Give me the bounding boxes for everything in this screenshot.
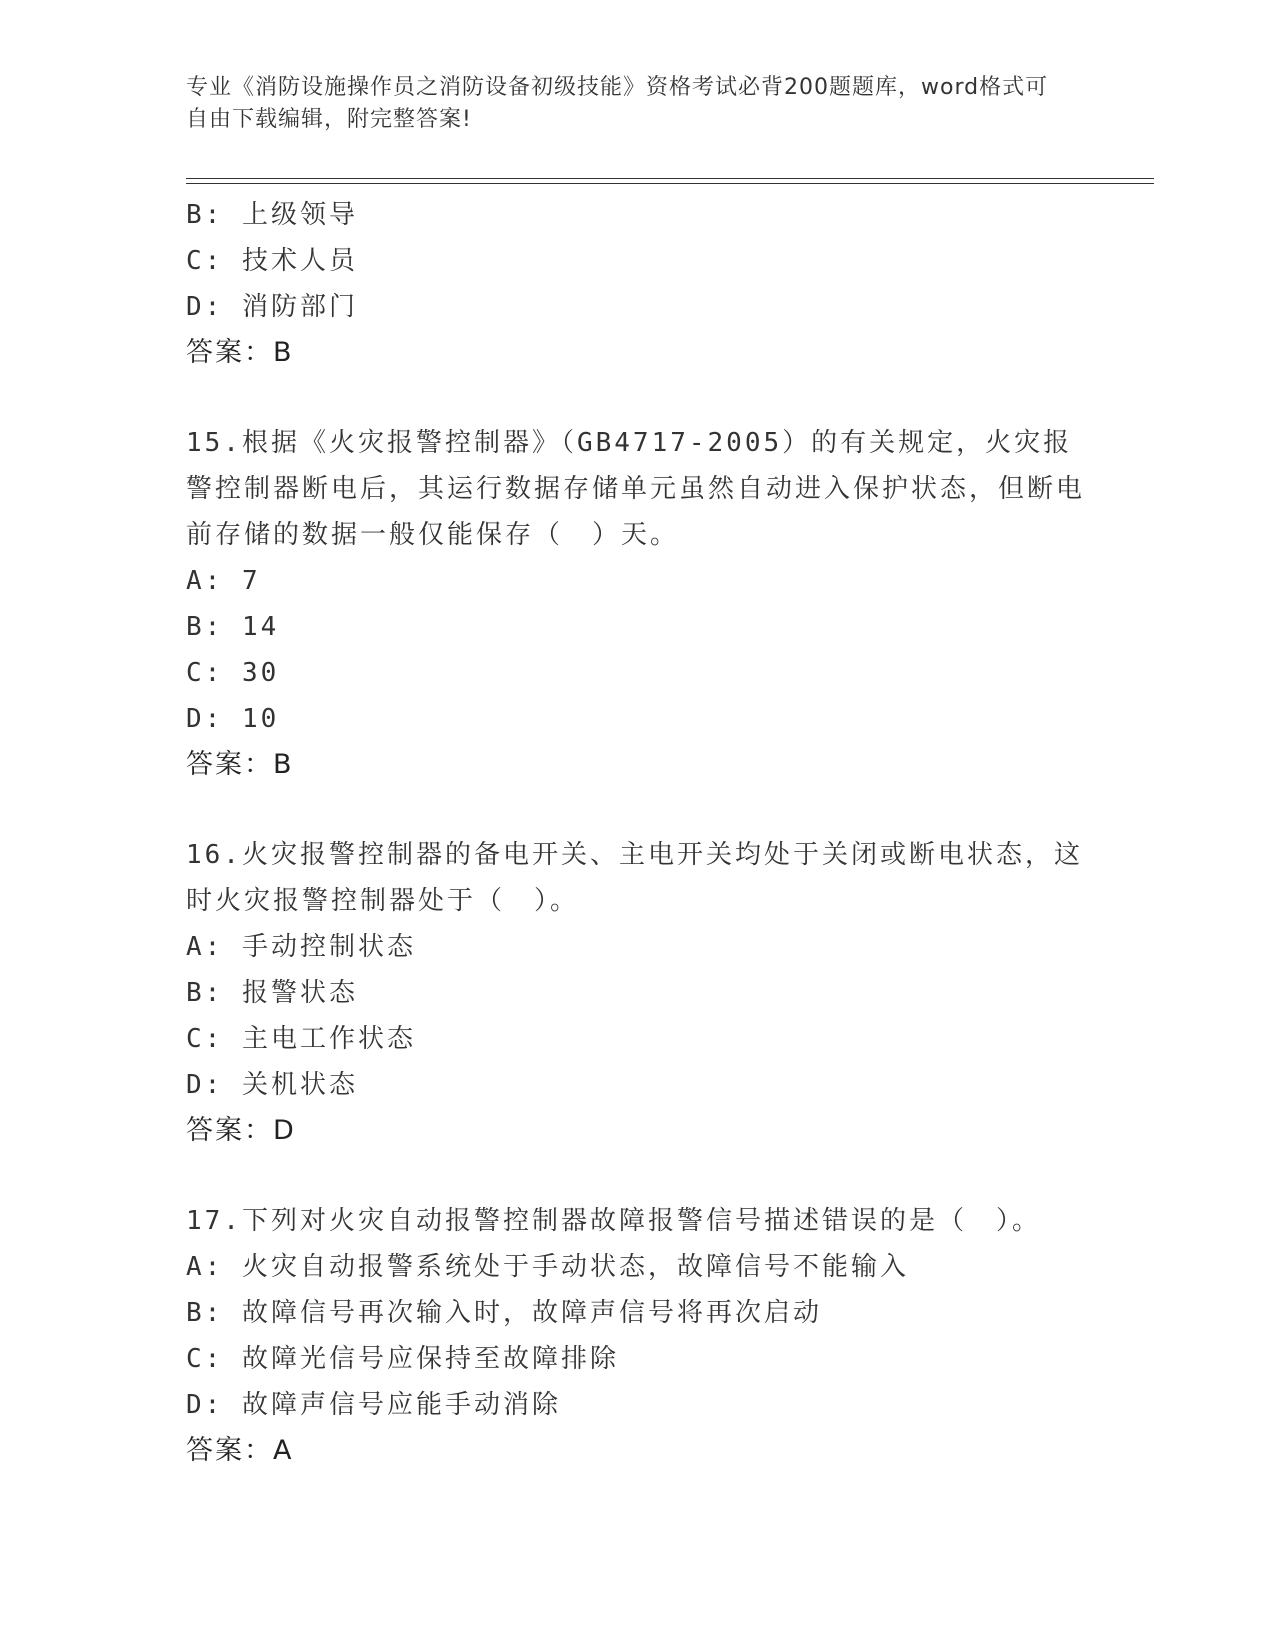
option-d: D: 消防部门 [186,292,358,322]
option-a: A: 7 [186,566,261,596]
option-b: B: 报警状态 [186,978,358,1008]
option-d: D: 故障声信号应能手动消除 [186,1390,561,1420]
option-c: C: 30 [186,658,280,688]
question-text: 16.火灾报警控制器的备电开关、主电开关均处于关闭或断电状态，这时火灾报警控制器处于（ ）。 [186,840,1083,916]
question-block-15 [186,420,1086,788]
question-block-14-tail [186,192,1086,376]
option-d: D: 关机状态 [186,1070,358,1100]
option-d: D: 10 [186,704,280,734]
option-b: B: 上级领导 [186,200,358,230]
question-text: 15.根据《火灾报警控制器》（GB4717-2005）的有关规定，火灾报警控制器断电后，其运行数据存储单元虽然自动进入保护状态，但断电前存储的数据一般仅能保存（ ）天。 [186,428,1086,550]
answer-line: 答案：B [186,337,294,368]
question-block-16 [186,832,1086,1154]
question-text: 17.下列对火灾自动报警控制器故障报警信号描述错误的是（ ）。 [186,1206,1041,1236]
option-b: B: 14 [186,612,280,642]
option-a: A: 手动控制状态 [186,932,416,962]
option-c: C: 故障光信号应保持至故障排除 [186,1344,619,1374]
question-list [186,192,1086,1518]
option-b: B: 故障信号再次输入时，故障声信号将再次启动 [186,1298,822,1328]
question-block-17 [186,1198,1086,1474]
document-header: 专业《消防设施操作员之消防设备初级技能》资格考试必背200题题库，word格式可自由下载编辑，附完整答案! [186,75,1049,132]
header-rule-top [186,178,1154,179]
answer-line: 答案：D [186,1115,296,1146]
option-c: C: 主电工作状态 [186,1024,416,1054]
option-a: A: 火灾自动报警系统处于手动状态，故障信号不能输入 [186,1252,909,1282]
header-rule-bottom [186,183,1154,184]
answer-line: 答案：B [186,749,294,780]
option-c: C: 技术人员 [186,246,358,276]
answer-line: 答案：A [186,1435,294,1466]
